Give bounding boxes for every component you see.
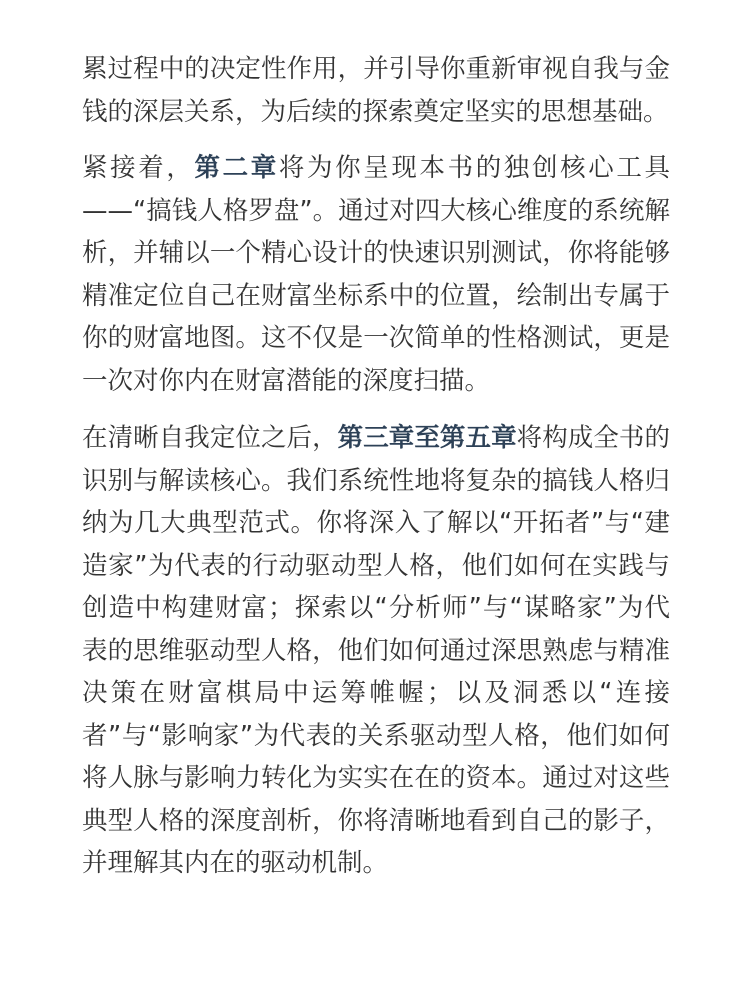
paragraph-text: 将为你呈现本书的独创核心工具——“搞钱人格罗盘”。通过对四大核心维度的系统解析，并辅以一个精心设计的快速识别测试，你将能够精准定位自己在财富坐标系中的位置，绘制出专属于你的财富地图。这不仅是一次简单的性格测试，更是一次对你内在财富潜能的深度扫描。 xyxy=(82,153,670,396)
paragraph-chapters-three-to-five xyxy=(82,417,670,885)
chapter-reference-highlight: 第三章至第五章 xyxy=(337,423,517,453)
paragraph-text: 在清晰自我定位之后， xyxy=(82,423,338,453)
paragraph-text: 累过程中的决定性作用，并引导你重新审视自我与金钱的深层关系，为后续的探索奠定坚实的思想基础。 xyxy=(82,54,670,127)
paragraph-text: 将构成全书的识别与解读核心。我们系统性地将复杂的搞钱人格归纳为几大典型范式。你将深入了解以“开拓者”与“建造家”为代表的行动驱动型人格，他们如何在实践与创造中构建财富；探索以“分析师”与“谋略家”为代表的思维驱动型人格，他们如何通过深思熟虑与精准决策在财富棋局中运筹帷幄；以及洞悉以“连接者”与“影响家”为代表的关系驱动型人格，他们如何将人脉与影响力转化为实实在在的资本。通过对这些典型人格的深度剖析，你将清晰地看到自己的影子，并理解其内在的驱动机制。 xyxy=(82,423,670,878)
paragraph-chapter-two xyxy=(82,147,670,402)
chapter-reference-highlight: 第二章 xyxy=(194,153,279,183)
paragraph-intro xyxy=(82,48,670,133)
paragraph-text: 紧接着， xyxy=(82,153,195,183)
